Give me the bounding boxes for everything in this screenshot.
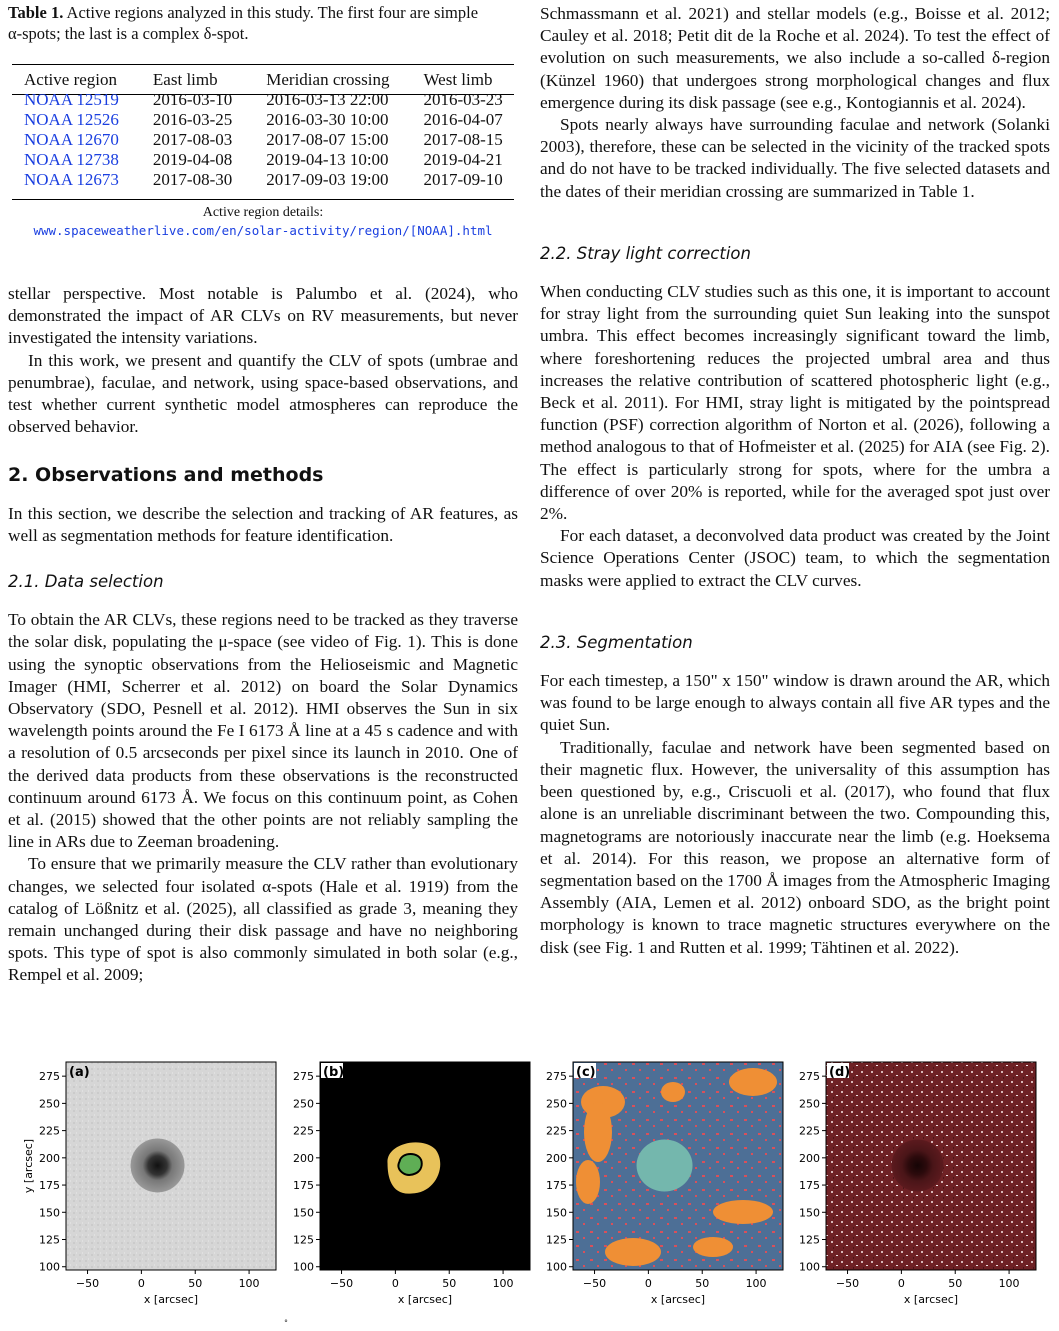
table-cell: 2017-08-03 [152, 130, 233, 149]
section-heading: 2. Observations and methods [8, 464, 324, 487]
x-tick-label: −50 [582, 1277, 607, 1290]
table-cell-region-link[interactable]: NOAA 12526 [24, 110, 119, 129]
figure-svg [0, 1060, 1059, 1322]
table-footnote [8, 204, 518, 240]
table-cell: 2019-04-13 10:00 [266, 150, 389, 169]
table-caption-text-2: α-spots; the last is a complex δ-spot. [8, 24, 249, 43]
umbra-mask [398, 1154, 421, 1175]
spot-mask [637, 1139, 693, 1191]
faculae-mask [729, 1068, 777, 1096]
table-cell: 2019-04-21 [423, 150, 503, 169]
table-cell-region-link[interactable]: NOAA 12673 [24, 170, 119, 189]
y-tick-label: 125 [546, 1233, 567, 1247]
table-caption [8, 2, 518, 44]
paragraph: Spots nearly always have surrounding faculae and network (Solanki 2003), therefore, these can be selected in the vicinity of the tracked spots and do not have to be tracked individually. The five selected datasets and the dates of their meridian crossing are summarized in Table 1. [540, 115, 1050, 201]
subsection-heading: 2.3. Segmentation [540, 632, 693, 652]
faculae-mask [605, 1238, 661, 1266]
y-tick-label: 250 [546, 1097, 567, 1111]
y-tick-label: 200 [799, 1151, 820, 1165]
faculae-mask [584, 1102, 612, 1162]
y-tick-label: 225 [546, 1124, 567, 1138]
paragraph: For each timestep, a 150" x 150" window is drawn around the AR, which was found to be large enough to always contain all five AR types and the quiet Sun. [540, 671, 1050, 735]
x-tick-label: 50 [188, 1277, 203, 1290]
y-tick-label: 175 [39, 1179, 60, 1193]
x-tick-label: −50 [835, 1277, 860, 1290]
x-tick-label: 100 [492, 1277, 514, 1290]
y-axis-label: y [arcsec] [22, 1138, 35, 1194]
table-cell: 2016-03-30 10:00 [266, 110, 389, 129]
y-tick-label: 150 [799, 1206, 820, 1220]
y-tick-label: 125 [39, 1233, 60, 1247]
y-tick-label: 175 [799, 1179, 820, 1193]
table-footnote-link[interactable]: www.spaceweatherlive.com/en/solar-activity/region/[NOAA].html [33, 223, 493, 238]
table-cell: 2016-03-10 [152, 90, 233, 109]
y-tick-label: 100 [293, 1260, 314, 1274]
table-row [14, 170, 513, 190]
table-cell: 2017-09-10 [423, 170, 503, 189]
table-header-cell: Active region [24, 70, 117, 89]
x-tick-label: −50 [75, 1277, 100, 1290]
table-top-rule [12, 64, 514, 65]
y-tick-label: 125 [293, 1233, 314, 1247]
y-tick-label: 250 [39, 1097, 60, 1111]
y-tick-label: 150 [546, 1206, 567, 1220]
x-tick-label: 50 [695, 1277, 710, 1290]
faculae-mask [576, 1160, 600, 1204]
table-header-cell: East limb [152, 70, 218, 89]
y-tick-label: 175 [293, 1179, 314, 1193]
y-tick-label: 225 [799, 1124, 820, 1138]
y-tick-label: 250 [799, 1097, 820, 1111]
table-header-cell: West limb [423, 70, 493, 89]
x-tick-label: 100 [998, 1277, 1020, 1290]
table-cell: 2017-08-15 [423, 130, 503, 149]
left-column [8, 283, 518, 987]
table-cell: 2016-03-13 22:00 [266, 90, 389, 109]
figure-panel [546, 1062, 783, 1306]
table-cell-region-link[interactable]: NOAA 12670 [24, 130, 119, 149]
figure-panel [293, 1062, 530, 1306]
sunspot [892, 1139, 944, 1191]
x-tick-label: 0 [644, 1277, 652, 1290]
y-tick-label: 275 [293, 1070, 314, 1084]
x-tick-label: 0 [391, 1277, 399, 1290]
paragraph: In this work, we present and quantify the CLV of spots (umbrae and penumbrae), faculae, and network, using space-based observations, and test whether current synthetic model atmospheres can reproduce the observed behavior. [8, 350, 518, 437]
y-tick-label: 150 [293, 1206, 314, 1220]
y-tick-label: 175 [546, 1179, 567, 1193]
table-row [14, 110, 513, 130]
x-tick-label: 0 [897, 1277, 905, 1290]
y-tick-label: 225 [39, 1124, 60, 1138]
paragraph: To ensure that we primarily measure the CLV rather than evolutionary changes, we selected four isolated α-spots (Hale et al. 1919) from the catalog of Lößnitz et al. (2025), all classified as grade 3, meaning they remain unchanged during their disk passage and have no neighboring spots. This type of spot is also commonly simulated in both solar (e.g., Rempel et al. 2009; [8, 854, 518, 985]
faculae-mask [713, 1200, 773, 1224]
x-axis-label: x [arcsec] [650, 1293, 706, 1306]
panel-label: (b) [323, 1065, 345, 1080]
y-tick-label: 225 [293, 1124, 314, 1138]
y-tick-label: 200 [293, 1151, 314, 1165]
x-tick-label: 50 [948, 1277, 963, 1290]
table-cell-region-link[interactable]: NOAA 12519 [24, 90, 119, 109]
table-cell: 2019-04-08 [152, 150, 233, 169]
y-tick-label: 200 [546, 1151, 567, 1165]
table-cell: 2017-09-03 19:00 [266, 170, 389, 189]
x-tick-label: 100 [745, 1277, 767, 1290]
panel-label: (d) [829, 1065, 851, 1080]
right-column [540, 3, 1050, 959]
x-axis-label: x [arcsec] [903, 1293, 959, 1306]
table-cell-region-link[interactable]: NOAA 12738 [24, 150, 119, 169]
figure-panel [799, 1062, 1036, 1306]
table-header-cell: Meridian crossing [266, 70, 390, 89]
paragraph: To obtain the AR CLVs, these regions need to be tracked as they traverse the solar disk, populating the μ-space (see video of Fig. 1). This is done using the synoptic observations from the Helioseismic and Magnetic Imager (HMI, Scherrer et al. 2012) on board the Solar Dynamics Observatory (SDO, Pesnell et al. 2012). HMI observes the Sun in six wavelength points around the Fe I 6173 Å line at a 45 s cadence and with a resolution of 0.5 arcseconds per pixel since its launch in 2010. One of the derived data products from these observations is the reconstructed continuum around 6173 Å. We focus on this continuum point, as Cohen et al. (2015) showed that the other points are not reliably sampling the line in ARs due to Zeeman broadening. [8, 610, 518, 852]
y-tick-label: 100 [799, 1260, 820, 1274]
x-tick-label: −50 [329, 1277, 354, 1290]
table-caption-label: Table 1. [8, 3, 64, 22]
y-tick-label: 275 [546, 1070, 567, 1084]
x-axis-label: x [arcsec] [397, 1293, 453, 1306]
figure-1 [0, 1060, 1059, 1322]
table-header-row [14, 70, 513, 90]
panel-label: (c) [576, 1065, 596, 1080]
table-row [14, 130, 513, 150]
subsection-heading: 2.2. Stray light correction [540, 243, 751, 263]
faculae-mask [693, 1237, 733, 1257]
y-tick-label: 275 [39, 1070, 60, 1084]
paragraph: Traditionally, faculae and network have been segmented based on their magnetic flux. However, the universality of this assumption has been questioned by, e.g., Criscuoli et al. (2017), who found that flux alone is an unreliable discriminant between the two. Compounding this, magnetograms are notoriously inaccurate near the limb (e.g. Hoeksema et al. 2014). For this reason, we propose an alternative form of segmentation based on the 1700 Å images from the Atmospheric Imaging Assembly (AIA, Lemen et al. 2012) onboard SDO, as the bright point morphology is known to trace magnetic structures everywhere on the disk (see Fig. 1 and Rutten et al. 1999; Tähtinen et al. 2022). [540, 737, 1050, 957]
x-axis-label: x [arcsec] [143, 1293, 199, 1306]
paragraph: For each dataset, a deconvolved data product was created by the Joint Science Operations Center (JSOC) team, to which the segmentation masks were applied to extract the CLV curves. [540, 526, 1050, 590]
table-cell: 2016-03-25 [152, 110, 233, 129]
figure-panel [22, 1062, 276, 1306]
x-tick-label: 100 [238, 1277, 260, 1290]
table-row [14, 90, 513, 110]
paragraph: Schmassmann et al. 2021) and stellar models (e.g., Boisse et al. 2012; Cauley et al. 2018; Petit dit de la Roche et al. 2024). To test the effect of evolution on such measurements, we also include a so-called δ-region (Künzel 1960) that undergoes strong morphological changes and flux emergence during its disk passage (see e.g., Kontogiannis et al. 2024). [540, 4, 1050, 112]
table-block [8, 2, 518, 44]
table-cell: 2016-03-23 [423, 90, 503, 109]
table-caption-text: Active regions analyzed in this study. The first four are simple [66, 3, 479, 22]
subsection-heading: 2.1. Data selection [8, 572, 164, 592]
y-tick-label: 100 [39, 1260, 60, 1274]
table-bottom-rule [12, 199, 514, 200]
y-tick-label: 100 [546, 1260, 567, 1274]
y-tick-label: 200 [39, 1151, 60, 1165]
y-tick-label: 250 [293, 1097, 314, 1111]
x-tick-label: 50 [442, 1277, 457, 1290]
paragraph: When conducting CLV studies such as this one, it is important to account for stray light from the surrounding quiet Sun leaking into the sunspot umbra. This effect becomes increasingly significant toward the limb, where foreshortening reduces the projected umbral area and thus increases the relative contribution of scattered photospheric light (e.g., Beck et al. 2011). For HMI, stray light is mitigated by the pointspread function (PSF) correction algorithm of Norton et al. (2026), following a method analogous to that of Hofmeister et al. (2025) for AIA (see Fig. 2). The effect is particularly strong for spots, where for the umbra a difference of over 20% is reported, while for the averaged spot just over 2%. [540, 282, 1050, 524]
faculae-mask [661, 1082, 685, 1102]
sunspot [131, 1138, 185, 1192]
paragraph: In this section, we describe the selection and tracking of AR features, as well as segmentation methods for feature identification. [8, 503, 518, 545]
table [14, 70, 513, 190]
y-tick-label: 150 [39, 1206, 60, 1220]
table-cell: 2016-04-07 [423, 110, 503, 129]
panel-label: (a) [69, 1065, 90, 1080]
y-tick-label: 125 [799, 1233, 820, 1247]
paragraph: stellar perspective. Most notable is Palumbo et al. (2024), who demonstrated the impact of AR CLVs on RV measurements, but never investigated the intensity variations. [8, 284, 518, 348]
table-row [14, 150, 513, 170]
table-cell: 2017-08-07 15:00 [266, 130, 389, 149]
y-tick-label: 275 [799, 1070, 820, 1084]
bottom-glyph: ˚ [284, 1317, 288, 1331]
x-tick-label: 0 [137, 1277, 145, 1290]
table-cell: 2017-08-30 [152, 170, 233, 189]
table-footnote-text: Active region details: [202, 205, 324, 220]
